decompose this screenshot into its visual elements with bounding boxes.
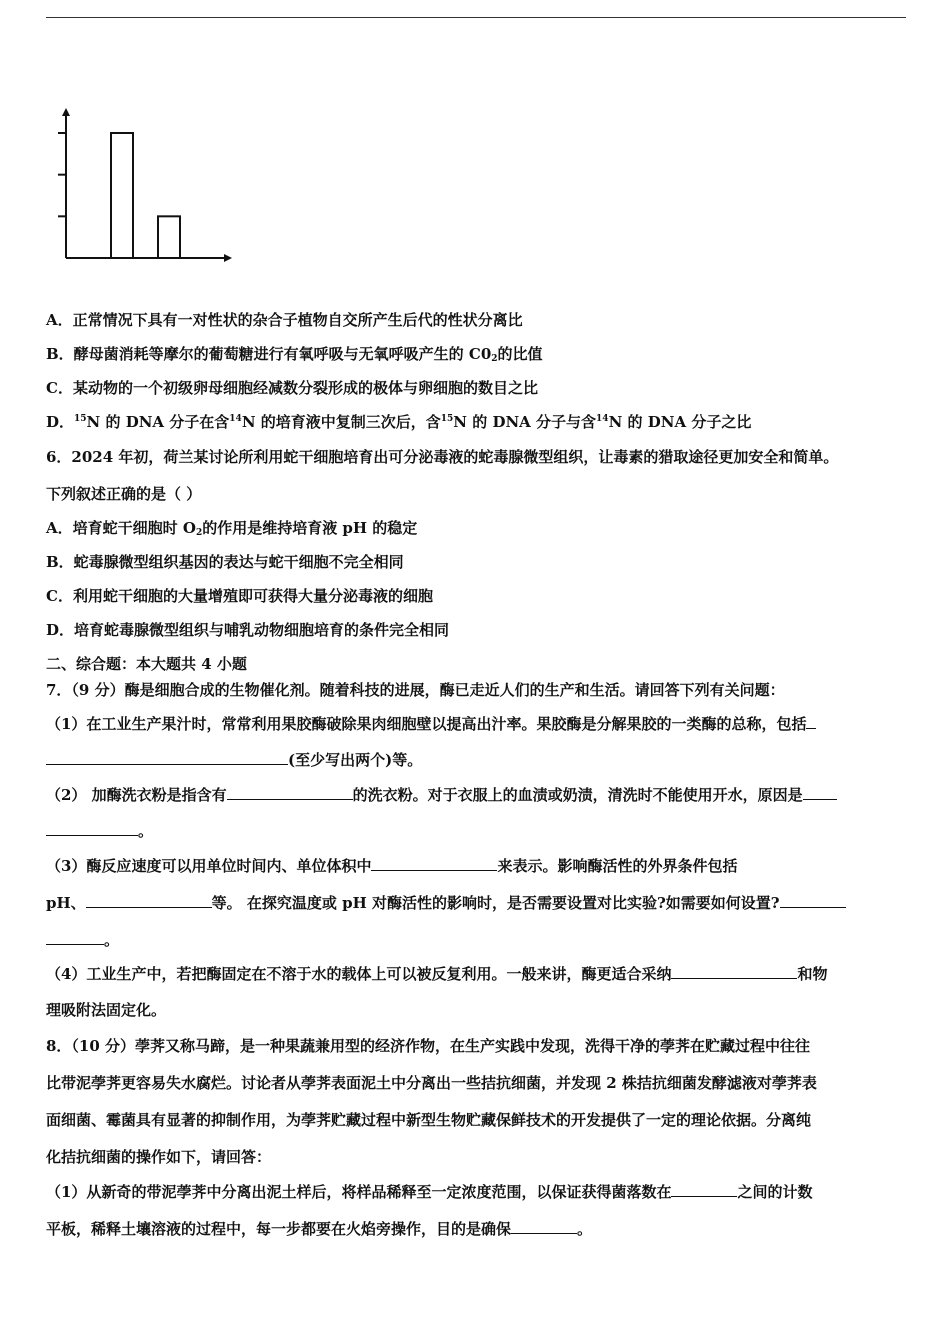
q5-option-c: C．某动物的一个初级卵母细胞经减数分裂形成的极体与卵细胞的数目之比 (46, 379, 538, 397)
chart-bars (111, 133, 180, 258)
q8-part1-line1: （1）从新奇的带泥荸荠中分离出泥土样后，将样品稀释至一定浓度范围，以保证获得菌落数在 之间的计数 (46, 1183, 813, 1201)
q6-stem-line2: 下列叙述正确的是（ ） (46, 485, 202, 503)
answer-blank[interactable] (46, 930, 104, 945)
q8-line4: 化拮抗细菌的操作如下，请回答： (46, 1148, 272, 1166)
answer-blank[interactable] (371, 856, 497, 871)
answer-blank[interactable] (671, 1182, 737, 1197)
q5-option-d: D．$^{15}$N 的 DNA 分子在含$^{14}$N 的培育液中复制三次后，含$^{15}$N 的 DNA 分子与含$^{14}$N 的 DNA 分子之比 (46, 413, 752, 431)
answer-blank[interactable] (46, 750, 288, 765)
chart-axes (58, 108, 232, 262)
y-axis-arrow (62, 108, 70, 116)
header-rule (46, 17, 906, 18)
q7-part2-line1: （2） 加酶洗衣粉是指含有 的洗衣粉。对于衣服上的血渍或奶渍，清洗时不能使用开水，原因是 (46, 785, 837, 805)
x-axis-arrow (224, 254, 232, 262)
answer-blank[interactable] (671, 964, 797, 979)
bar (111, 133, 133, 258)
q7-stem: 7．（9 分）酶是细胞合成的生物催化剂。随着科技的进展，酶已走近人们的生产和生活。请回答下列有关问题： (46, 681, 785, 699)
q6-option-d: D．培育蛇毒腺微型组织与哺乳动物细胞培育的条件完全相同 (46, 621, 450, 639)
q6-option-a: A．培育蛇干细胞时 $O_2$的作用是维持培育液 pH 的稳定 (46, 519, 418, 538)
answer-blank[interactable] (511, 1219, 577, 1234)
q8-part1-line2: 平板，稀释土壤溶液的过程中，每一步都要在火焰旁操作，目的是确保 。 (46, 1220, 593, 1238)
section-heading: 二、综合题：本大题共 4 小题 (46, 655, 247, 673)
q7-part3-line3: 。 (46, 930, 119, 950)
answer-blank[interactable] (227, 785, 353, 800)
q7-part3-line1: （3）酶反应速度可以用单位时间内、单位体积中 来表示。影响酶活性的外界条件包括 (46, 857, 738, 875)
q7-part4-line2: 理吸附法固定化。 (46, 1001, 167, 1019)
q5-option-a: A．正常情况下具有一对性状的杂合子植物自交所产生后代的性状分离比 (46, 311, 523, 329)
answer-blank[interactable] (86, 893, 212, 908)
answer-blank[interactable] (803, 785, 837, 800)
q8-line3: 面细菌、霉菌具有显著的抑制作用，为荸荠贮藏过程中新型生物贮藏保鲜技术的开发提供了一定的理论依据。分离纯 (46, 1111, 812, 1129)
q8-line1: 8．（10 分）荸荠又称马蹄，是一种果蔬兼用型的经济作物，在生产实践中发现，洗得干净的荸荠在贮藏过程中往往 (46, 1037, 811, 1055)
q7-part4-line1: （4）工业生产中，若把酶固定在不溶于水的载体上可以被反复利用。一般来讲，酶更适合采纳 和物 (46, 965, 828, 983)
q5-option-b: B．酵母菌消耗等摩尔的葡萄糖进行有氧呼吸与无氧呼吸产生的 $C0_2$的比值 (46, 345, 543, 364)
answer-blank[interactable] (46, 821, 138, 836)
q7-part2-line2: 。 (46, 821, 153, 841)
q6-option-b: B．蛇毒腺微型组织基因的表达与蛇干细胞不完全相同 (46, 553, 404, 571)
bar-chart (50, 100, 240, 270)
q6-stem-line1: 6．2024 年初，荷兰某讨论所利用蛇干细胞培育出可分泌毒液的蛇毒腺微型组织，让毒素的猎取途径更加安全和简单。 (46, 448, 839, 466)
q7-part1-line1: （1）在工业生产果汁时，常常利用果胶酶破除果肉细胞壁以提高出汁率。果胶酶是分解果胶的一类酶的总称，包括 (46, 714, 816, 734)
q8-line2: 比带泥荸荠更容易失水腐烂。讨论者从荸荠表面泥土中分离出一些拮抗细菌，并发现 2 株拮抗细菌发酵滤液对荸荠表 (46, 1074, 817, 1092)
q7-part3-line2: pH、 等。 在探究温度或 pH 对酶活性的影响时，是否需要设置对比实验?如需要如何设置? (46, 893, 846, 913)
q7-part1-line2: (至少写出两个)等。 (46, 750, 422, 770)
bar (158, 216, 180, 258)
q6-option-c: C．利用蛇干细胞的大量增殖即可获得大量分泌毒液的细胞 (46, 587, 433, 605)
answer-blank[interactable] (806, 714, 816, 729)
answer-blank[interactable] (780, 893, 846, 908)
